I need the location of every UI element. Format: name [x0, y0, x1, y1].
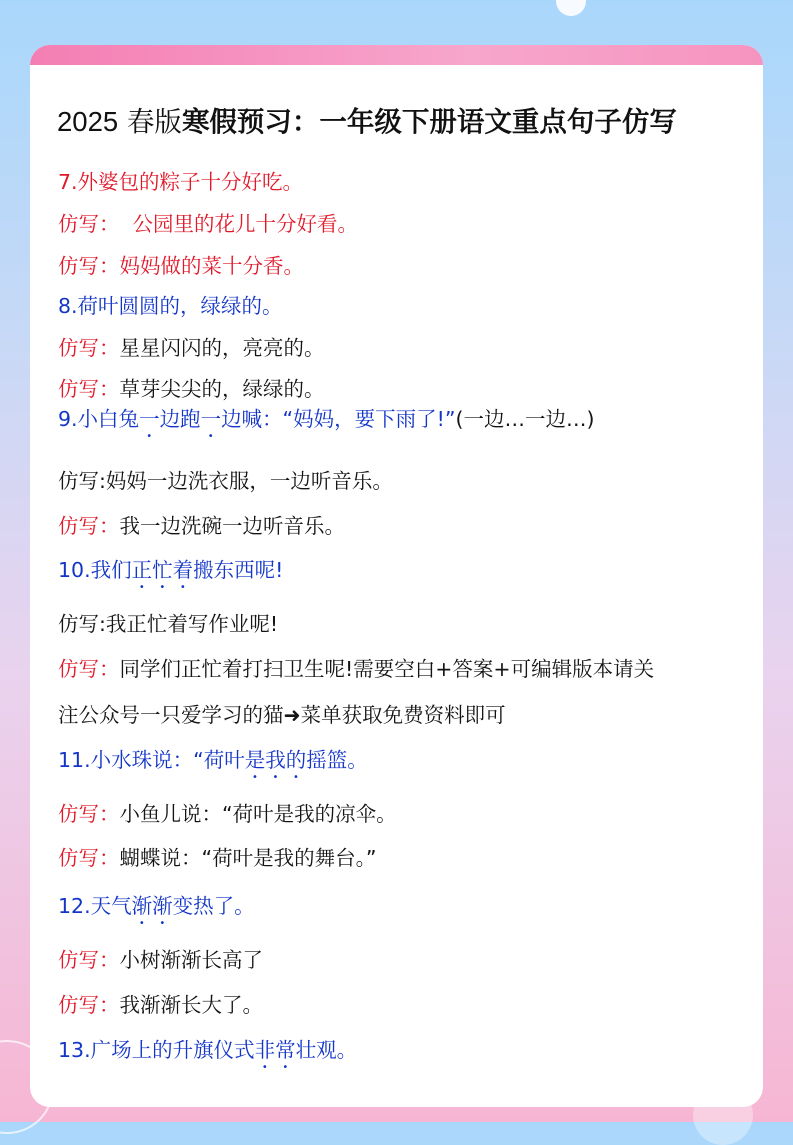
title-edition: 春版	[126, 106, 182, 138]
imitation-10a	[58, 612, 748, 637]
imitation-label: 仿写：	[58, 377, 120, 401]
sentence-text: 边跑	[159, 407, 201, 431]
card-top-bar	[30, 45, 763, 65]
imitation-text: 小树渐渐长高了	[119, 948, 263, 972]
sentence-10	[58, 558, 748, 593]
imitation-label: 仿写：	[58, 993, 120, 1017]
sentence-text: 壮观。	[295, 1038, 358, 1062]
imitation-10b	[58, 657, 748, 682]
imitation-label: 仿写：	[58, 336, 120, 360]
imitation-text: 星星闪闪的，亮亮的。	[119, 336, 325, 360]
sentence-text: 变热了。	[172, 894, 255, 918]
imitation-text: 公园里的花儿十分好看。	[119, 212, 359, 236]
emphasis-text: 一	[139, 407, 160, 431]
imitation-text: 仿写:我正忙着写作业呢!	[58, 612, 279, 636]
imitation-text: 同学们正忙着打扫卫生呢!需要空白+答案+可编辑版本请关	[119, 657, 655, 681]
sentence-text: 摇篮。	[306, 748, 368, 772]
imitation-label: 仿写：	[58, 846, 120, 870]
imitation-11a	[58, 802, 748, 827]
imitation-label: 仿写：	[58, 948, 120, 972]
title-year: 2025	[57, 106, 119, 137]
sentence-9	[58, 407, 748, 442]
promo-line	[58, 703, 748, 728]
imitation-text: 我一边洗碗一边听音乐。	[119, 514, 345, 538]
emphasis-text: 渐渐	[131, 894, 173, 918]
emphasis-text: 是我的	[244, 748, 307, 772]
imitation-text: 蝴蝶说：“荷叶是我的舞台。”	[119, 846, 377, 870]
pattern-note: (一边…一边…)	[455, 407, 595, 431]
imitation-text: 小鱼儿说：“荷叶是我的凉伞。	[119, 802, 397, 826]
background-circle	[556, 0, 586, 16]
imitation-7b	[58, 254, 748, 279]
content-card	[30, 45, 763, 1107]
emphasis-text: 正忙着	[131, 558, 194, 582]
imitation-8a	[58, 336, 748, 361]
imitation-label: 仿写：	[58, 254, 120, 278]
imitation-9a	[58, 469, 748, 494]
imitation-label: 仿写：	[58, 802, 120, 826]
imitation-label: 仿写：	[58, 657, 120, 681]
imitation-11b	[58, 846, 748, 871]
imitation-12a	[58, 948, 748, 973]
imitation-text: 仿写:妈妈一边洗衣服，一边听音乐。	[58, 469, 393, 493]
promo-text: 注公众号一只爱学习的猫➜菜单获取免费资料即可	[58, 703, 506, 727]
sentence-8	[58, 294, 748, 319]
imitation-label: 仿写：	[58, 212, 120, 236]
imitation-8b	[58, 377, 748, 402]
page-title	[57, 99, 747, 139]
sentence-text: 13.广场上的升旗仪式	[58, 1038, 255, 1062]
title-main: 寒假预习：一年级下册语文重点句子仿写	[181, 106, 677, 138]
sentence-text: 11.小水珠说：“荷叶	[58, 748, 245, 772]
imitation-text: 草芽尖尖的，绿绿的。	[119, 377, 325, 401]
sentence-11	[58, 748, 748, 783]
imitation-9b	[58, 514, 748, 539]
sentence-7	[58, 170, 748, 195]
imitation-text: 我渐渐长大了。	[119, 993, 263, 1017]
sentence-12	[58, 894, 748, 929]
sentence-text: 9.小白兔	[58, 407, 140, 431]
emphasis-text: 非常	[254, 1038, 296, 1062]
sentence-text: 10.我们	[58, 558, 132, 582]
imitation-7a	[58, 212, 748, 237]
imitation-label: 仿写：	[58, 514, 120, 538]
sentence-text: 7.外婆包的粽子十分好吃。	[58, 170, 304, 194]
sentence-text: 12.天气	[58, 894, 132, 918]
sentence-text: 边喊：“妈妈，要下雨了!”	[221, 407, 456, 431]
emphasis-text: 一	[200, 407, 222, 431]
imitation-12b	[58, 993, 748, 1018]
sentence-13	[58, 1038, 748, 1073]
sentence-text: 8.荷叶圆圆的，绿绿的。	[58, 294, 283, 318]
sentence-text: 搬东西呢!	[193, 558, 284, 582]
imitation-text: 妈妈做的菜十分香。	[119, 254, 304, 278]
